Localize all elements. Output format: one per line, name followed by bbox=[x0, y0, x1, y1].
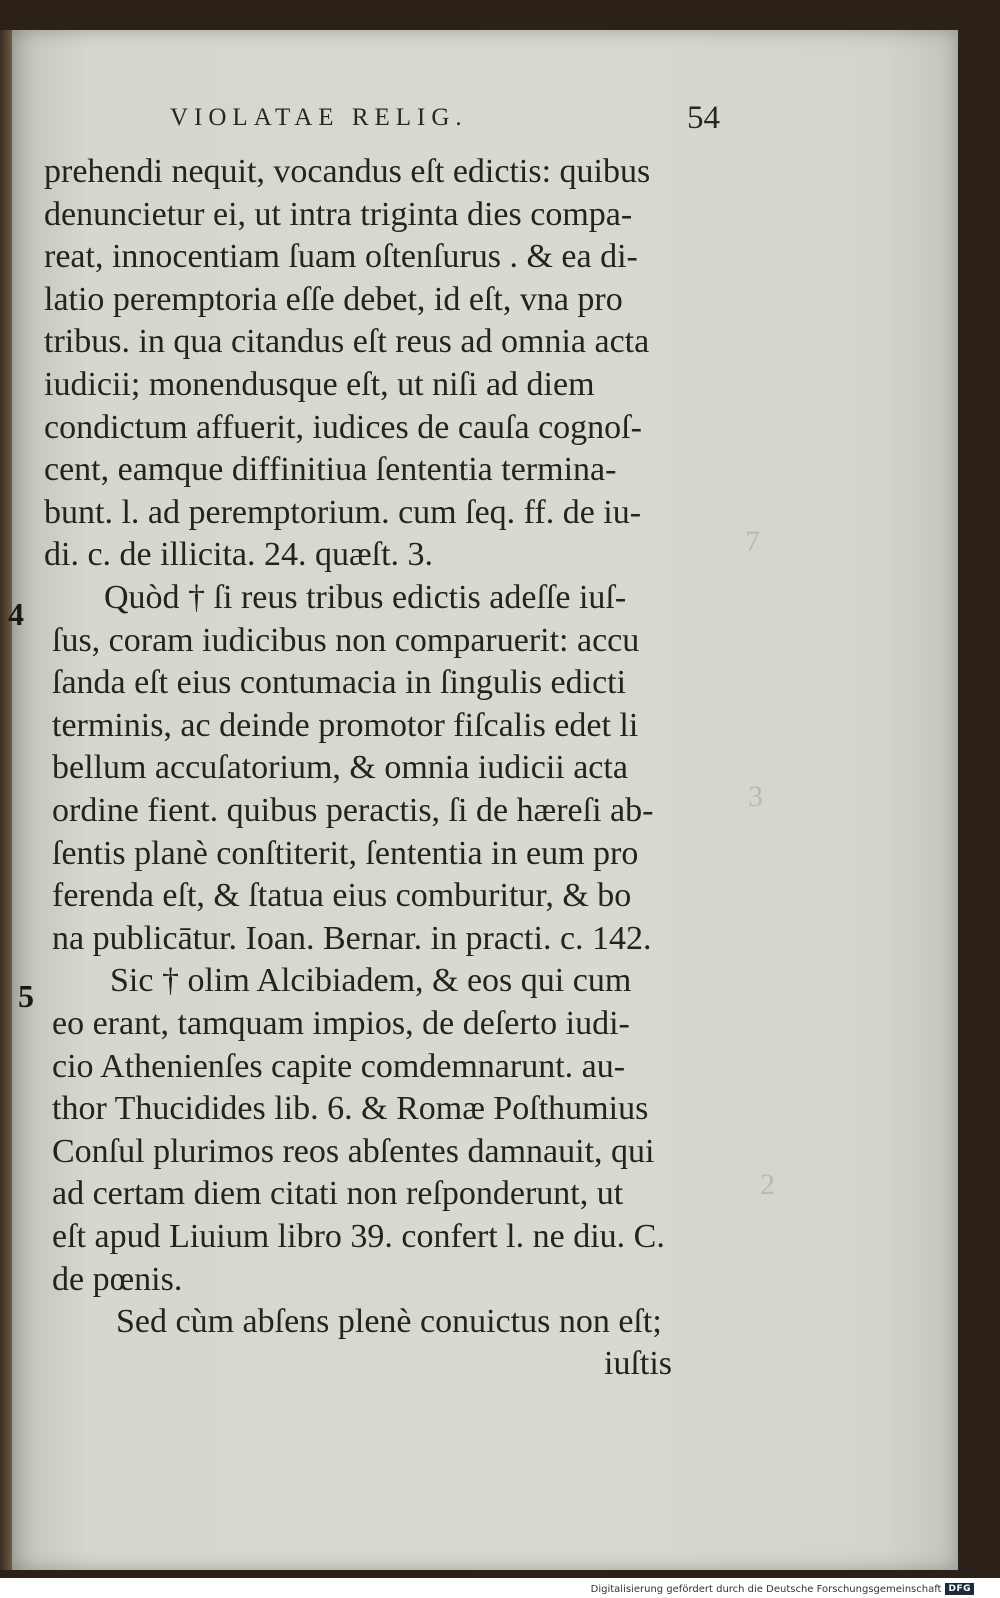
running-title: VIOLATAE RELIG. bbox=[170, 104, 468, 131]
text-line: reat, innocentiam ſuam oſtenſurus . & ea di- bbox=[44, 238, 638, 276]
text-line: ad certam diem citati non reſponderunt, ut bbox=[52, 1175, 624, 1213]
text-line: prehendi nequit, vocandus eſt edictis: quibus bbox=[44, 153, 651, 190]
text-line: di. c. de illicita. 24. quæſt. 3. bbox=[44, 536, 434, 574]
footer-credit bbox=[591, 1581, 974, 1597]
catchword: iuſtis bbox=[604, 1345, 673, 1382]
text-line: latio peremptoria eſſe debet, id eſt, vna pro bbox=[44, 280, 623, 318]
text-line: de pœnis. bbox=[52, 1260, 183, 1298]
text-line: cio Athenienſes capite comdemnarunt. au- bbox=[52, 1047, 626, 1085]
text-line: ſus, coram iudicibus non comparuerit: accu bbox=[52, 621, 640, 659]
bleed-through-mark: 7 bbox=[745, 525, 760, 558]
text-line: denuncietur ei, ut intra triginta dies compa- bbox=[44, 195, 633, 233]
text-line: eſt apud Liuium libro 39. confert l. ne diu. C. bbox=[52, 1218, 665, 1255]
margin-number: 4 bbox=[8, 596, 24, 632]
margin-number: 5 bbox=[18, 978, 34, 1014]
text-line: Conſul plurimos reos abſentes damnauit, qui bbox=[52, 1132, 655, 1170]
text-line: ſanda eſt eius contumacia in ſingulis edicti bbox=[52, 664, 627, 702]
text-line: Sic † olim Alcibiadem, & eos qui cum bbox=[110, 962, 632, 1000]
text-line: ſentis planè conſtiterit, ſententia in eum pro bbox=[52, 834, 639, 872]
text-line: eo erant, tamquam impios, de deſerto iudi- bbox=[52, 1005, 630, 1042]
text-line: na publicātur. Ioan. Bernar. in practi. c. 142. bbox=[52, 919, 652, 957]
dfg-logo: DFG bbox=[945, 1583, 974, 1595]
bleed-through-mark: 3 bbox=[748, 780, 763, 813]
text-line: bellum accuſatorium, & omnia iudicii acta bbox=[52, 749, 628, 787]
binding-edge bbox=[0, 30, 12, 1570]
text-line: thor Thucidides lib. 6. & Romæ Poſthumius bbox=[52, 1090, 649, 1128]
bleed-through-mark: 2 bbox=[760, 1168, 775, 1201]
text-line: cent, eamque diffinitiua ſententia termina- bbox=[44, 451, 617, 489]
page-number: 54 bbox=[687, 100, 720, 136]
text-line: iudicii; monendusque eſt, ut niſi ad diem bbox=[44, 366, 595, 403]
running-head bbox=[158, 100, 738, 144]
text-line: ferenda eſt, & ſtatua eius comburitur, & bo bbox=[52, 877, 632, 915]
text-line: Sed cùm abſens plenè conuictus non eſt; bbox=[116, 1303, 662, 1341]
text-line: Quòd † ſi reus tribus edictis adeſſe iuſ- bbox=[104, 579, 627, 616]
footer-credit-text: Digitalisierung gefördert durch die Deutsche Forschungsgemeinschaft bbox=[590, 1583, 942, 1595]
text-line: terminis, ac deinde promotor fiſcalis edet li bbox=[52, 706, 639, 744]
text-line: bunt. l. ad peremptorium. cum ſeq. ff. de iu- bbox=[44, 493, 642, 531]
text-line: ordine fient. quibus peractis, ſi de hæreſi ab- bbox=[52, 792, 654, 829]
text-line: condictum affuerit, iudices de cauſa cognoſ- bbox=[44, 408, 642, 446]
text-line: tribus. in qua citandus eſt reus ad omnia acta bbox=[44, 323, 650, 361]
